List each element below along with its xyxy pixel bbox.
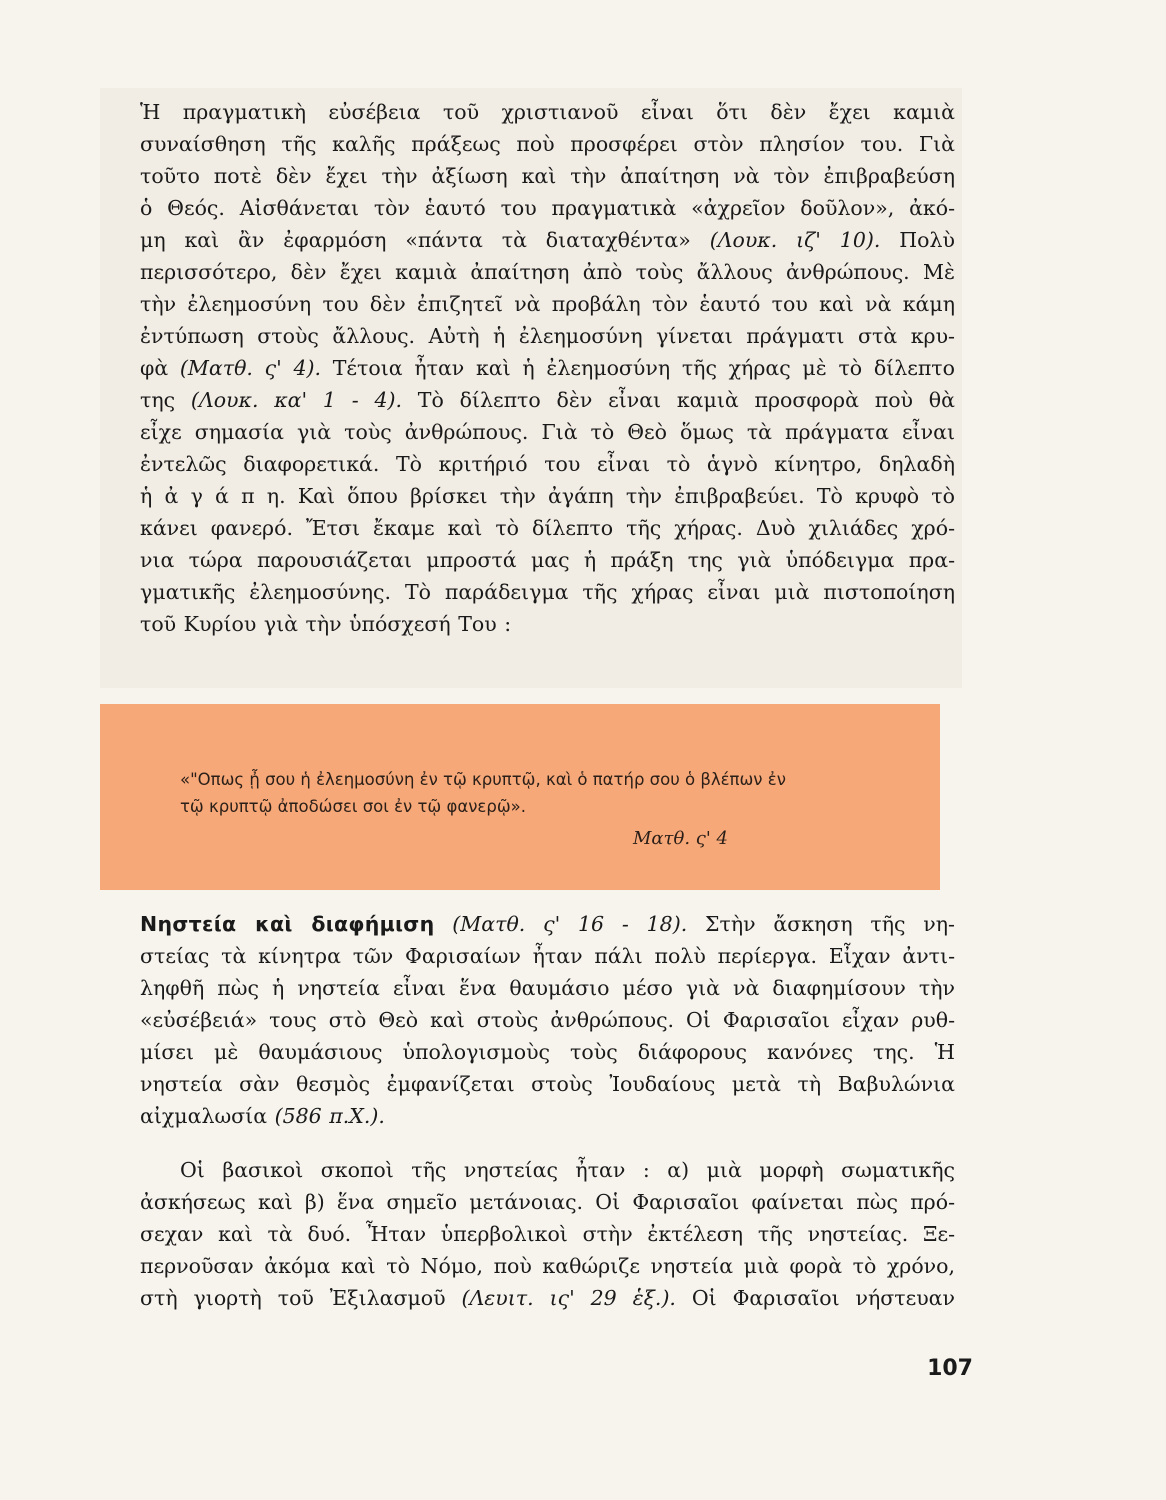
text-line: Οἱ βασικοὶ σκοποὶ τῆς νηστείας ἦταν : α) μιὰ μορφὴ σωματικῆς — [180, 1158, 955, 1182]
quote-line: τῷ κρυπτῷ ἀποδώσει σοι ἐν τῷ φανερῷ». — [180, 797, 526, 816]
text-line: τοῦτο ποτὲ δὲν ἔχει τὴν ἀξίωση καὶ τὴν ἀπαίτηση νὰ τὸν ἐπιβραβεύση — [140, 164, 955, 188]
text-line: ὁ Θεός. Αἰσθάνεται τὸν ἑαυτό του πραγματικὰ «ἀχρεῖον δοῦλον», ἀκό- — [140, 196, 955, 220]
text-line — [140, 352, 955, 384]
section-nisteia — [140, 908, 955, 1132]
text-segment: μη καὶ ἂν ἐφαρμόση «πάντα τὰ διαταχθέντα» — [140, 228, 691, 252]
text-segment: Οἱ Φαρισαῖοι νήστευαν — [675, 1286, 955, 1310]
quote-reference: Ματθ. ς' 4 — [632, 828, 728, 849]
text-line: νηστεία σὰν θεσμὸς ἐμφανίζεται στοὺς Ἰουδαίους μετὰ τὴ Βαβυλώνια — [140, 1072, 955, 1096]
text-segment: αἰχμαλωσία — [140, 1104, 268, 1128]
text-line: τὴν ἐλεημοσύνη του δὲν ἐπιζητεῖ νὰ προβάλη τὸν ἑαυτό του καὶ νὰ κάμη — [140, 292, 955, 316]
text-line: νια τώρα παρουσιάζεται μπροστά μας ἡ πράξη της γιὰ ὑπόδειγμα πρα- — [140, 548, 955, 572]
text-line — [140, 384, 955, 416]
scripture-reference: (Λευιτ. ις' 29 ἑξ.). — [461, 1286, 676, 1310]
text-line: «εὐσέβειά» τους στὸ Θεὸ καὶ στοὺς ἀνθρώπους. Οἱ Φαρισαῖοι εἶχαν ρυθ- — [140, 1008, 955, 1032]
text-line — [140, 224, 955, 256]
text-line: εἶχε σημασία γιὰ τοὺς ἀνθρώπους. Γιὰ τὸ Θεὸ ὅμως τὰ πράγματα εἶναι — [140, 420, 955, 444]
text-line: κάνει φανερό. Ἔτσι ἔκαμε καὶ τὸ δίλεπτο τῆς χήρας. Δυὸ χιλιάδες χρό- — [140, 516, 955, 540]
paragraph-3 — [140, 1154, 955, 1314]
text-segment: στὴ γιορτὴ τοῦ Ἐξιλασμοῦ — [140, 1286, 446, 1310]
scripture-reference: (Ματθ. ς' 4). — [179, 356, 322, 380]
scripture-reference: (Λουκ. ιζ' 10). — [709, 228, 881, 252]
text-line: ἡ ἀ γ ά π η. Καὶ ὅπου βρίσκει τὴν ἀγάπη τὴν ἐπιβραβεύει. Τὸ κρυφὸ τὸ — [140, 484, 955, 508]
quote-box — [100, 704, 940, 890]
text-line: ἐντύπωση στοὺς ἄλλους. Αὐτὴ ἡ ἐλεημοσύνη γίνεται πράγματι στὰ κρυ- — [140, 324, 955, 348]
text-segment: Τὸ δίλεπτο δὲν εἶναι καμιὰ προσφορὰ ποὺ θὰ — [402, 388, 955, 412]
text-line: στείας τὰ κίνητρα τῶν Φαρισαίων ἦταν πάλι πολὺ περίεργα. Εἶχαν ἀντι- — [140, 944, 955, 968]
page-number: 107 — [927, 1356, 973, 1381]
text-line: ἐντελῶς διαφορετικά. Τὸ κριτήριό του εἶναι τὸ ἁγνὸ κίνητρο, δηλαδὴ — [140, 452, 955, 476]
text-line: ληφθῆ πὼς ἡ νηστεία εἶναι ἕνα θαυμάσιο μέσο γιὰ νὰ διαφημίσουν τὴν — [140, 976, 955, 1000]
text-segment: Τέτοια ἦταν καὶ ἡ ἐλεημοσύνη τῆς χήρας μὲ τὸ δίλεπτο — [321, 356, 955, 380]
scripture-reference: (586 π.Χ.). — [274, 1104, 385, 1128]
scripture-reference: (Λουκ. κα' 1 - 4). — [190, 388, 403, 412]
text-line: σεχαν καὶ τὰ δυό. Ἦταν ὑπερβολικοὶ στὴν ἐκτέλεση τῆς νηστείας. Ξε- — [140, 1222, 955, 1246]
text-line — [140, 1100, 955, 1132]
quote-line: «"Οπως ᾖ σου ἡ ἐλεημοσύνη ἐν τῷ κρυπτῷ, καὶ ὁ πατήρ σου ὁ βλέπων ἐν — [180, 770, 786, 789]
text-line: ἀσκήσεως καὶ β) ἕνα σημεῖο μετάνοιας. Οἱ Φαρισαῖοι φαίνεται πὼς πρό- — [140, 1190, 955, 1214]
text-line: τοῦ Κυρίου γιὰ τὴν ὑπόσχεσή Του : — [140, 612, 512, 636]
text-segment: Πολὺ — [880, 228, 955, 252]
text-line: περνοῦσαν ἀκόμα καὶ τὸ Νόμο, ποὺ καθώριζε νηστεία μιὰ φορὰ τὸ χρόνο, — [140, 1254, 955, 1278]
paragraph-1 — [140, 96, 955, 640]
text-segment: φὰ — [140, 356, 169, 380]
quote-text — [180, 766, 900, 820]
text-segment: Στὴν ἄσκηση τῆς νη- — [687, 912, 955, 936]
text-segment: της — [140, 388, 176, 412]
text-line: μίσει μὲ θαυμάσιους ὑπολογισμοὺς τοὺς διάφορους κανόνες της. Ἡ — [140, 1040, 955, 1064]
text-line: συναίσθηση τῆς καλῆς πράξεως ποὺ προσφέρει στὸν πλησίον του. Γιὰ — [140, 132, 955, 156]
text-line: γματικῆς ἐλεημοσύνης. Τὸ παράδειγμα τῆς χήρας εἶναι μιὰ πιστοποίηση — [140, 580, 955, 604]
section-heading: Νηστεία καὶ διαφήμιση — [140, 912, 435, 936]
text-line — [140, 908, 955, 940]
text-line: Ἡ πραγματικὴ εὐσέβεια τοῦ χριστιανοῦ εἶναι ὅτι δὲν ἔχει καμιὰ — [140, 100, 955, 124]
scripture-reference: (Ματθ. ς' 16 - 18). — [452, 912, 688, 936]
text-line: περισσότερο, δὲν ἔχει καμιὰ ἀπαίτηση ἀπὸ τοὺς ἄλλους ἀνθρώπους. Μὲ — [140, 260, 955, 284]
text-line — [140, 1282, 955, 1314]
